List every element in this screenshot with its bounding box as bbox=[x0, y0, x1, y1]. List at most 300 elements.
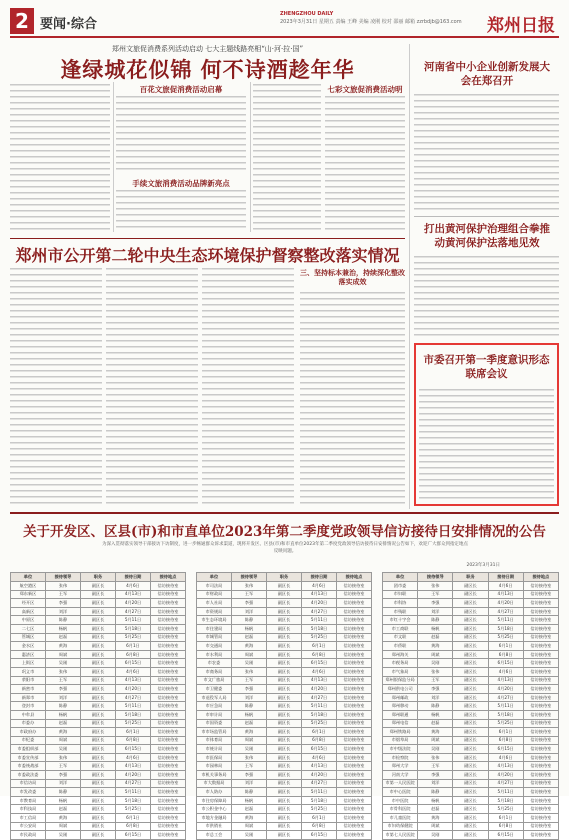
table-row bbox=[11, 831, 186, 840]
table-cell: 刘洋 bbox=[232, 607, 267, 616]
table-cell: 信访接待室 bbox=[151, 616, 186, 625]
table-cell: 4月27日 bbox=[302, 607, 337, 616]
table-row bbox=[383, 616, 559, 625]
table-cell: 信访接待室 bbox=[151, 702, 186, 711]
table-cell: 市文广旅局 bbox=[197, 676, 232, 685]
table-cell: 荥阳市 bbox=[11, 676, 46, 685]
table-cell: 张伟 bbox=[418, 582, 453, 591]
table-cell: 副区长 bbox=[267, 590, 302, 599]
table-cell: 信访接待室 bbox=[337, 771, 372, 780]
table-cell: 周斌 bbox=[232, 650, 267, 659]
table-cell: 5月18日 bbox=[116, 710, 151, 719]
table-row bbox=[197, 788, 372, 797]
table-cell: 副区长 bbox=[453, 650, 488, 659]
table-cell: 市住建局 bbox=[197, 624, 232, 633]
table-cell: 5月18日 bbox=[116, 624, 151, 633]
table-header-cell: 接待地点 bbox=[151, 573, 186, 582]
table-cell: 5月25日 bbox=[116, 805, 151, 814]
table-cell: 副区长 bbox=[453, 745, 488, 754]
table-cell: 金水区 bbox=[11, 642, 46, 651]
right-col-1 bbox=[414, 92, 559, 212]
inspection-col-1 bbox=[10, 266, 102, 506]
table-cell: 市农委 bbox=[197, 659, 232, 668]
table-cell: 市委统战部 bbox=[11, 762, 46, 771]
table-cell: 副区长 bbox=[81, 616, 116, 625]
table-cell: 副区长 bbox=[453, 693, 488, 702]
table-cell: 副区长 bbox=[267, 616, 302, 625]
table-cell: 信访接待室 bbox=[151, 590, 186, 599]
table-row bbox=[383, 753, 559, 762]
table-cell: 信访接待室 bbox=[337, 642, 372, 651]
table-cell: 副区长 bbox=[453, 676, 488, 685]
table-cell: 市委组织部 bbox=[11, 745, 46, 754]
table-header-cell: 单位 bbox=[11, 573, 46, 582]
table-cell: 周斌 bbox=[418, 650, 453, 659]
table-cell: 副区长 bbox=[81, 633, 116, 642]
table-row bbox=[383, 676, 559, 685]
table-cell: 刘洋 bbox=[232, 693, 267, 702]
table-cell: 信访接待室 bbox=[523, 805, 558, 814]
table-cell: 王军 bbox=[418, 676, 453, 685]
table-cell: 信访接待室 bbox=[151, 788, 186, 797]
table-header-row bbox=[383, 573, 559, 582]
table-cell: 副区长 bbox=[267, 753, 302, 762]
table-cell: 经开区 bbox=[11, 599, 46, 608]
table-cell: 陈静 bbox=[418, 702, 453, 711]
table-cell: 6月15日 bbox=[488, 831, 523, 840]
table-cell: 信访接待室 bbox=[337, 719, 372, 728]
table-cell: 副区长 bbox=[81, 779, 116, 788]
table-cell: 陈静 bbox=[418, 616, 453, 625]
table-cell: 市发改委 bbox=[11, 788, 46, 797]
table-cell: 王军 bbox=[418, 590, 453, 599]
table-cell: 副区长 bbox=[453, 616, 488, 625]
table-row bbox=[11, 582, 186, 591]
table-cell: 6月1日 bbox=[488, 814, 523, 823]
table-cell: 副区长 bbox=[267, 762, 302, 771]
table-cell: 5月11日 bbox=[302, 702, 337, 711]
table-cell: 5月11日 bbox=[488, 702, 523, 711]
table-cell: 周斌 bbox=[46, 822, 81, 831]
table-row bbox=[197, 582, 372, 591]
table-cell: 赵磊 bbox=[46, 805, 81, 814]
table-cell: 高新区 bbox=[11, 607, 46, 616]
table-cell: 信访接待室 bbox=[151, 624, 186, 633]
table-cell: 市信访局 bbox=[11, 779, 46, 788]
table-cell: 信访接待室 bbox=[151, 814, 186, 823]
table-cell: 副区长 bbox=[453, 702, 488, 711]
table-cell: 4月13日 bbox=[488, 676, 523, 685]
table-cell: 4月13日 bbox=[116, 762, 151, 771]
table-header-cell: 职务 bbox=[81, 573, 116, 582]
table-cell: 副区长 bbox=[81, 788, 116, 797]
table-cell: 市委办 bbox=[11, 719, 46, 728]
table-cell: 6月1日 bbox=[116, 642, 151, 651]
table-cell: 副区长 bbox=[81, 745, 116, 754]
table-cell: 副区长 bbox=[267, 685, 302, 694]
table-cell: 信访接待室 bbox=[151, 745, 186, 754]
table-row bbox=[383, 728, 559, 737]
table-cell: 市红十字会 bbox=[383, 616, 418, 625]
table-cell: 信访接待室 bbox=[151, 710, 186, 719]
table-row bbox=[383, 796, 559, 805]
table-cell: 管城区 bbox=[11, 633, 46, 642]
table-cell: 市气象局 bbox=[383, 667, 418, 676]
table-row bbox=[197, 616, 372, 625]
table-row bbox=[383, 693, 559, 702]
table-cell: 黄海 bbox=[46, 728, 81, 737]
table-row bbox=[383, 685, 559, 694]
table-cell: 5月18日 bbox=[302, 796, 337, 805]
table-row bbox=[197, 659, 372, 668]
table-cell: 副区长 bbox=[267, 728, 302, 737]
table-cell: 市残联 bbox=[383, 607, 418, 616]
table-cell: 4月13日 bbox=[488, 590, 523, 599]
table-cell: 6月15日 bbox=[488, 745, 523, 754]
table-header-cell: 单位 bbox=[197, 573, 232, 582]
table-cell: 副区长 bbox=[453, 667, 488, 676]
table-cell: 赵磊 bbox=[232, 805, 267, 814]
table-cell: 王军 bbox=[46, 590, 81, 599]
table-cell: 赵磊 bbox=[418, 633, 453, 642]
table-cell: 陈静 bbox=[46, 616, 81, 625]
table-cell: 5月25日 bbox=[116, 633, 151, 642]
table-cell: 信访接待室 bbox=[337, 745, 372, 754]
table-cell: 郑东新区 bbox=[11, 590, 46, 599]
table-cell: 信访接待室 bbox=[337, 805, 372, 814]
table-cell: 刘洋 bbox=[418, 607, 453, 616]
table-cell: 陈静 bbox=[232, 702, 267, 711]
table-cell: 副区长 bbox=[453, 624, 488, 633]
table-cell: 新密市 bbox=[11, 685, 46, 694]
table-cell: 杨帆 bbox=[418, 710, 453, 719]
table-cell: 信访接待室 bbox=[151, 719, 186, 728]
table-cell: 4月20日 bbox=[488, 771, 523, 780]
table-row bbox=[383, 642, 559, 651]
table-cell: 市教育局 bbox=[11, 796, 46, 805]
table-cell: 6月8日 bbox=[116, 822, 151, 831]
table-cell: 副区长 bbox=[453, 685, 488, 694]
table-row bbox=[197, 771, 372, 780]
table-cell: 黄海 bbox=[232, 642, 267, 651]
table-row bbox=[383, 745, 559, 754]
table-cell: 4月13日 bbox=[302, 676, 337, 685]
table-cell: 李强 bbox=[418, 771, 453, 780]
table-cell: 副区长 bbox=[453, 582, 488, 591]
right-headline-2: 打出黄河保护治理组合拳推动黄河保护法落地见效 bbox=[424, 223, 550, 249]
table-cell: 信访接待室 bbox=[523, 736, 558, 745]
table-cell: 4月6日 bbox=[488, 753, 523, 762]
table-cell: 副区长 bbox=[267, 779, 302, 788]
table-cell: 市人防办 bbox=[197, 788, 232, 797]
table-cell: 副区长 bbox=[267, 771, 302, 780]
table-cell: 市财政局 bbox=[197, 590, 232, 599]
table-row bbox=[383, 624, 559, 633]
table-cell: 信访接待室 bbox=[523, 616, 558, 625]
table-row bbox=[383, 822, 559, 831]
table-cell: 市总工会 bbox=[197, 831, 232, 840]
table-cell: 副区长 bbox=[81, 822, 116, 831]
table-row bbox=[383, 607, 559, 616]
table-cell: 副区长 bbox=[81, 642, 116, 651]
table-cell: 上街区 bbox=[11, 659, 46, 668]
table-cell: 杨帆 bbox=[232, 624, 267, 633]
table-cell: 市委政法委 bbox=[11, 771, 46, 780]
table-row bbox=[383, 659, 559, 668]
table-cell: 信访接待室 bbox=[523, 667, 558, 676]
table-cell: 杨帆 bbox=[46, 796, 81, 805]
table-row bbox=[11, 616, 186, 625]
table-cell: 张伟 bbox=[232, 667, 267, 676]
table-cell: 市工信局 bbox=[11, 814, 46, 823]
lead-sub-2: 七彩文旅促消费活动明 bbox=[327, 85, 403, 94]
table-cell: 郑州大学 bbox=[383, 762, 418, 771]
table-cell: 6月15日 bbox=[488, 659, 523, 668]
table-cell: 信访接待室 bbox=[523, 710, 558, 719]
table-cell: 李强 bbox=[232, 771, 267, 780]
table-cell: 信访接待室 bbox=[337, 693, 372, 702]
table-cell: 副区长 bbox=[81, 667, 116, 676]
table-cell: 副区长 bbox=[453, 590, 488, 599]
table-cell: 4月13日 bbox=[488, 762, 523, 771]
table-row bbox=[197, 702, 372, 711]
table-cell: 信访接待室 bbox=[523, 590, 558, 599]
table-cell: 副区长 bbox=[267, 745, 302, 754]
table-cell: 信访接待室 bbox=[151, 779, 186, 788]
table-cell: 吴刚 bbox=[46, 745, 81, 754]
lead-headline: 逢绿城花似锦 何不诗酒趁年华 bbox=[60, 57, 355, 82]
table-cell: 4月20日 bbox=[116, 685, 151, 694]
table-cell: 信访接待室 bbox=[151, 607, 186, 616]
table-row bbox=[11, 753, 186, 762]
table-cell: 副区长 bbox=[267, 814, 302, 823]
table-cell: 李强 bbox=[46, 599, 81, 608]
table-cell: 市体育局 bbox=[197, 736, 232, 745]
table-cell: 副区长 bbox=[81, 624, 116, 633]
table-cell: 4月13日 bbox=[302, 762, 337, 771]
table-header-cell: 接待日期 bbox=[302, 573, 337, 582]
table-cell: 市水利局 bbox=[197, 650, 232, 659]
table-cell: 副区长 bbox=[267, 607, 302, 616]
table-cell: 市骨科医院 bbox=[383, 805, 418, 814]
table-cell: 信访接待室 bbox=[151, 762, 186, 771]
table-cell: 信访接待室 bbox=[337, 762, 372, 771]
table-row bbox=[383, 736, 559, 745]
table-cell: 副区长 bbox=[453, 736, 488, 745]
table-cell: 信访接待室 bbox=[151, 582, 186, 591]
table-row bbox=[11, 719, 186, 728]
table-cell: 信访接待室 bbox=[337, 650, 372, 659]
notice-headline: 关于开发区、区县(市)和市直单位2023年第二季度党政领导信访接待日安排情况的公告 bbox=[23, 524, 546, 540]
table-cell: 黄海 bbox=[46, 814, 81, 823]
table-cell: 信访接待室 bbox=[151, 728, 186, 737]
table-cell: 市中医院 bbox=[383, 796, 418, 805]
table-cell: 市国资委 bbox=[197, 719, 232, 728]
lead-col-1 bbox=[10, 82, 110, 232]
table-cell: 周斌 bbox=[232, 736, 267, 745]
table-cell: 5月18日 bbox=[488, 710, 523, 719]
table-row bbox=[11, 702, 186, 711]
table-cell: 信访接待室 bbox=[151, 822, 186, 831]
table-cell: 吴刚 bbox=[418, 831, 453, 840]
table-cell: 信访接待室 bbox=[523, 624, 558, 633]
table-cell: 黄海 bbox=[418, 814, 453, 823]
table-cell: 5月25日 bbox=[488, 719, 523, 728]
table-cell: 5月25日 bbox=[488, 633, 523, 642]
table-header-cell: 接待领导 bbox=[46, 573, 81, 582]
table-cell: 市纪委 bbox=[11, 736, 46, 745]
table-cell: 副区长 bbox=[453, 599, 488, 608]
table-cell: 副区长 bbox=[453, 633, 488, 642]
table-cell: 副区长 bbox=[267, 676, 302, 685]
table-row bbox=[197, 676, 372, 685]
table-row bbox=[11, 788, 186, 797]
table-cell: 5月11日 bbox=[488, 788, 523, 797]
table-row bbox=[11, 650, 186, 659]
table-cell: 4月6日 bbox=[488, 667, 523, 676]
table-cell: 王军 bbox=[46, 762, 81, 771]
table-cell: 信访接待室 bbox=[523, 685, 558, 694]
table-cell: 5月11日 bbox=[116, 702, 151, 711]
table-cell: 郑州移动 bbox=[383, 702, 418, 711]
table-cell: 信访接待室 bbox=[151, 736, 186, 745]
table-cell: 陈静 bbox=[46, 788, 81, 797]
table-cell: 信访接待室 bbox=[151, 805, 186, 814]
table-cell: 信访接待室 bbox=[337, 685, 372, 694]
table-cell: 信访接待室 bbox=[523, 745, 558, 754]
table-cell: 王军 bbox=[232, 590, 267, 599]
lead-sub-3: 手续文旅消费活动品牌新亮点 bbox=[132, 179, 230, 188]
table-cell: 周斌 bbox=[46, 650, 81, 659]
table-cell: 市审计局 bbox=[197, 710, 232, 719]
table-cell: 中原区 bbox=[11, 616, 46, 625]
table-cell: 信访接待室 bbox=[523, 693, 558, 702]
table-cell: 6月8日 bbox=[302, 650, 337, 659]
table-cell: 市交通局 bbox=[197, 642, 232, 651]
table-cell: 陈静 bbox=[232, 616, 267, 625]
table-cell: 信访接待室 bbox=[523, 762, 558, 771]
table-header-cell: 接待日期 bbox=[488, 573, 523, 582]
table-cell: 信访接待室 bbox=[523, 633, 558, 642]
table-row bbox=[197, 736, 372, 745]
table-row bbox=[197, 805, 372, 814]
table-row bbox=[11, 642, 186, 651]
table-cell: 市住房保障局 bbox=[197, 796, 232, 805]
table-cell: 5月18日 bbox=[302, 624, 337, 633]
inspection-sub-3: 三、坚持标本兼治，持续深化整改落实成效 bbox=[300, 268, 405, 286]
inspection-col-2 bbox=[106, 266, 198, 506]
table-header-cell: 职务 bbox=[453, 573, 488, 582]
table-cell: 李强 bbox=[46, 771, 81, 780]
table-cell: 信访接待室 bbox=[151, 676, 186, 685]
table-row bbox=[197, 693, 372, 702]
table-cell: 5月25日 bbox=[302, 633, 337, 642]
table-header-cell: 接待地点 bbox=[523, 573, 558, 582]
table-cell: 市供销社 bbox=[197, 822, 232, 831]
table-cell: 刘洋 bbox=[46, 779, 81, 788]
table-cell: 4月27日 bbox=[488, 779, 523, 788]
table-cell: 张伟 bbox=[232, 582, 267, 591]
table-header-cell: 职务 bbox=[267, 573, 302, 582]
table-cell: 中牟县 bbox=[11, 710, 46, 719]
table-row bbox=[383, 702, 559, 711]
table-cell: 6月1日 bbox=[488, 728, 523, 737]
table-cell: 信访接待室 bbox=[151, 633, 186, 642]
table-cell: 信访接待室 bbox=[523, 822, 558, 831]
table-cell: 市生态环境局 bbox=[197, 616, 232, 625]
masthead-en: ZHENGZHOU DAILY bbox=[280, 11, 334, 17]
table-cell: 信访接待室 bbox=[151, 667, 186, 676]
table-cell: 4月20日 bbox=[302, 599, 337, 608]
table-cell: 吴刚 bbox=[232, 659, 267, 668]
table-cell: 副区长 bbox=[267, 710, 302, 719]
table-row bbox=[11, 745, 186, 754]
table-cell: 副区长 bbox=[453, 796, 488, 805]
table-cell: 副区长 bbox=[453, 771, 488, 780]
table-cell: 副区长 bbox=[453, 710, 488, 719]
table-cell: 6月1日 bbox=[302, 642, 337, 651]
table-cell: 信访接待室 bbox=[523, 788, 558, 797]
table-cell: 副区长 bbox=[267, 599, 302, 608]
table-cell: 4月13日 bbox=[116, 676, 151, 685]
table-cell: 6月15日 bbox=[116, 659, 151, 668]
table-cell: 赵磊 bbox=[46, 719, 81, 728]
table-cell: 信访接待室 bbox=[523, 753, 558, 762]
table-cell: 市司法局 bbox=[197, 582, 232, 591]
table-cell: 市退役军人局 bbox=[197, 693, 232, 702]
table-cell: 赵磊 bbox=[418, 805, 453, 814]
table-cell: 副区长 bbox=[267, 642, 302, 651]
table-cell: 郑州联通 bbox=[383, 710, 418, 719]
table-row bbox=[383, 831, 559, 840]
table-cell: 信访接待室 bbox=[151, 753, 186, 762]
table-cell: 市工商联 bbox=[383, 624, 418, 633]
table-cell: 李强 bbox=[418, 685, 453, 694]
table-cell: 市政府办 bbox=[11, 728, 46, 737]
table-row bbox=[11, 728, 186, 737]
table-row bbox=[383, 599, 559, 608]
table-cell: 信访接待室 bbox=[151, 771, 186, 780]
inspection-headline: 郑州市公开第二轮中央生态环境保护督察整改落实情况 bbox=[15, 246, 400, 265]
table-cell: 副区长 bbox=[81, 693, 116, 702]
table-cell: 副区长 bbox=[81, 814, 116, 823]
table-cell: 5月11日 bbox=[488, 616, 523, 625]
lead-kicker: 郑州文旅促消费系列活动启动 七大主题线路亮相“山·河·拉·国” bbox=[111, 45, 304, 53]
table-cell: 副区长 bbox=[267, 633, 302, 642]
table-cell: 信访接待室 bbox=[151, 685, 186, 694]
schedule-table-left bbox=[10, 572, 186, 840]
table-cell: 信访接待室 bbox=[523, 659, 558, 668]
table-cell: 6月1日 bbox=[116, 728, 151, 737]
table-cell: 信访接待室 bbox=[151, 831, 186, 840]
table-cell: 李强 bbox=[232, 599, 267, 608]
table-cell: 信访接待室 bbox=[337, 607, 372, 616]
table-cell: 登封市 bbox=[11, 702, 46, 711]
table-row bbox=[11, 822, 186, 831]
table-cell: 市税务局 bbox=[383, 659, 418, 668]
table-cell: 新郑市 bbox=[11, 693, 46, 702]
table-cell: 信访接待室 bbox=[523, 702, 558, 711]
table-cell: 副区长 bbox=[453, 753, 488, 762]
table-cell: 信访接待室 bbox=[337, 616, 372, 625]
table-cell: 6月8日 bbox=[488, 822, 523, 831]
table-cell: 二七区 bbox=[11, 624, 46, 633]
table-cell: 张伟 bbox=[418, 753, 453, 762]
table-row bbox=[11, 607, 186, 616]
lead-sub-1: 百花文旅促消费活动启幕 bbox=[139, 85, 223, 94]
table-cell: 团市委 bbox=[383, 582, 418, 591]
table-row bbox=[197, 633, 372, 642]
